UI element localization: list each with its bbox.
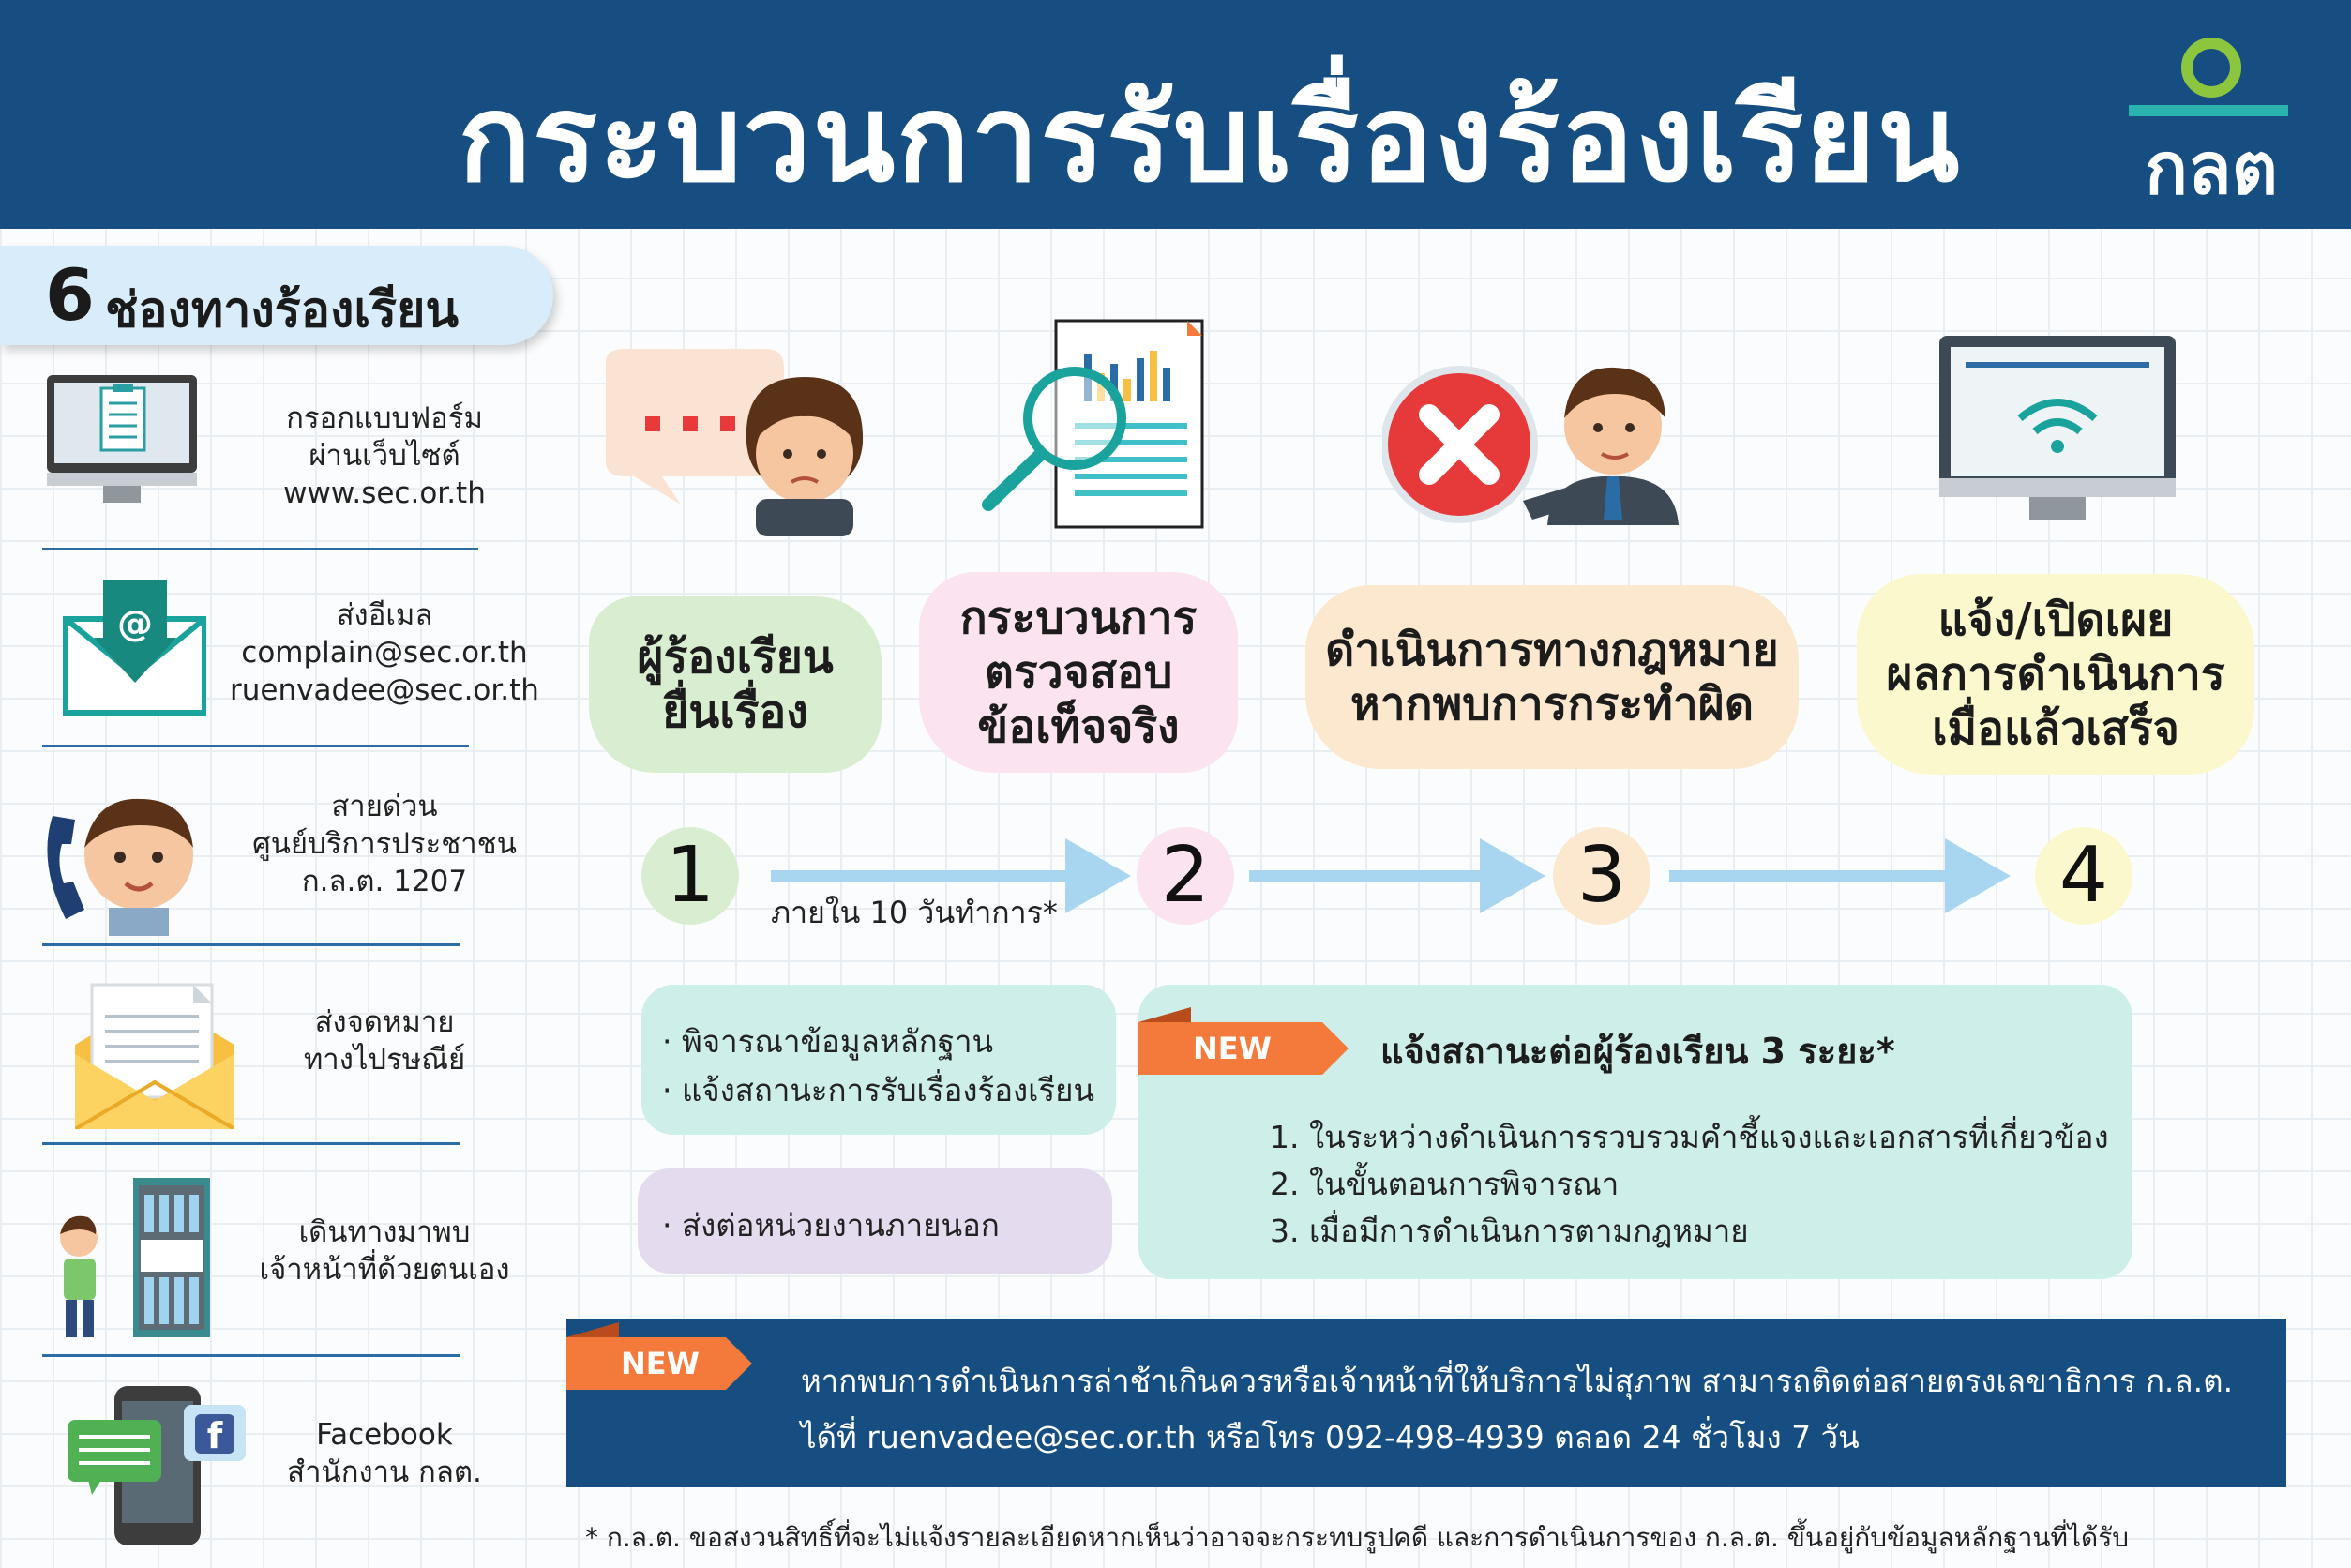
- step-4-line: แจ้ง/เปิดเผย: [1937, 594, 2174, 646]
- channel-email: [19, 563, 563, 731]
- step-2-line: ตรวจสอบ: [984, 646, 1173, 699]
- channel-line: ผ่านเว็บไซต์: [309, 439, 460, 473]
- complainant-illustration: [596, 349, 878, 536]
- forward-box: [638, 1168, 1112, 1274]
- step-2-line: ข้อเท็จจริง: [977, 701, 1180, 753]
- channel-divider: [42, 1142, 460, 1145]
- walk-in-building-icon: [43, 1168, 231, 1347]
- step-4-number: 4: [2035, 827, 2132, 925]
- escalation-banner: [566, 1319, 2286, 1487]
- step-4-line: เมื่อแล้วเสร็จ: [1932, 702, 2179, 755]
- investigation-illustration: [981, 317, 1206, 533]
- disclosure-monitor-illustration: [1937, 334, 2178, 521]
- legal-action-illustration: [1382, 360, 1682, 529]
- channels-count: 6: [45, 253, 95, 337]
- step-4-line: ผลการดำเนินการ: [1886, 648, 2225, 701]
- channel-mail-text: [206, 1003, 563, 1078]
- step-2-number: 2: [1137, 827, 1234, 925]
- header-bar: [0, 0, 2351, 229]
- channels-tab: [0, 246, 553, 345]
- channel-hotline: [19, 760, 563, 938]
- channel-divider: [42, 1354, 460, 1357]
- timeline-arrow-head: [1945, 838, 2011, 913]
- channel-divider: [42, 943, 460, 946]
- channel-divider: [42, 745, 469, 747]
- hotline-phone-icon: [28, 778, 216, 938]
- channel-email-text: [206, 596, 563, 709]
- channel-walk-in-text: [206, 1214, 563, 1289]
- channels-title: ช่องทางร้องเรียน: [105, 282, 460, 339]
- timeline-arrow: [1669, 870, 1951, 882]
- timeline-arrow: [1249, 870, 1485, 882]
- channel-line: กรอกแบบฟอร์ม: [286, 401, 483, 435]
- status-title: แจ้งสถานะต่อผู้ร้องเรียน 3 ระยะ*: [1380, 1031, 1895, 1072]
- logo-text: กลต: [2145, 127, 2278, 210]
- banner-line-1: หากพบการดำเนินการล่าช้าเกินควรหรือเจ้าหน้าที่ให้บริการไม่สุภาพ สามารถติดต่อสายตรงเลขาธิการ ก.ล.ต.: [801, 1363, 2234, 1399]
- channel-line: ศูนย์บริการประชาชน: [252, 827, 517, 861]
- channel-facebook-text: [206, 1416, 563, 1491]
- step-3-line: หากพบการกระทำผิด: [1349, 678, 1755, 731]
- consider-item: · แจ้งสถานะการรับเรื่องร้องเรียน: [662, 1072, 1095, 1108]
- new-tag: NEW: [1138, 1022, 1322, 1075]
- channel-website-text: [206, 400, 563, 512]
- channel-line[interactable]: www.sec.or.th: [283, 476, 486, 510]
- channel-line[interactable]: ก.ล.ต. 1207: [301, 865, 468, 898]
- computer-form-icon: [38, 371, 206, 512]
- step-3-line: ดำเนินการทางกฎหมาย: [1325, 624, 1779, 676]
- channel-divider: [42, 548, 478, 550]
- channel-website: [19, 366, 563, 525]
- channel-line[interactable]: Facebook: [316, 1418, 453, 1452]
- step-1-number: 1: [641, 827, 739, 925]
- step-1-line: ยื่นเรื่อง: [662, 686, 808, 738]
- channel-line: สายด่วน: [331, 790, 438, 823]
- step-2-bubble: [919, 572, 1238, 773]
- channel-line[interactable]: ruenvadee@sec.or.th: [230, 673, 539, 707]
- timeline-arrow: [771, 870, 1071, 882]
- status-item: 1. ในระหว่างดำเนินการรวบรวมคำชี้แจงและเอกสารที่เกี่ยวข้อง: [1270, 1119, 2109, 1155]
- email-envelope-icon: [38, 572, 206, 722]
- step-1-line: ผู้ร้องเรียน: [637, 631, 834, 684]
- channel-line: ส่งอีเมล: [336, 598, 433, 632]
- banner-line-2: ได้ที่ ruenvadee@sec.or.th หรือโทร 092-498-4939 ตลอด 24 ชั่วโมง 7 วัน: [801, 1419, 1860, 1455]
- channel-hotline-text: [206, 788, 563, 900]
- step-4-bubble: [1857, 574, 2254, 775]
- new-tag: NEW: [566, 1337, 726, 1390]
- svg-text:@: @: [117, 603, 153, 644]
- timeline-arrow-head: [1480, 838, 1545, 913]
- svg-text:f: f: [206, 1415, 223, 1456]
- channel-line: เดินทางมาพบ: [298, 1215, 471, 1249]
- step-3-bubble: [1305, 585, 1799, 769]
- consider-box: [641, 985, 1116, 1135]
- step-2-line: กระบวนการ: [959, 592, 1198, 644]
- status-item: 2. ในขั้นตอนการพิจารณา: [1270, 1166, 1620, 1202]
- footnote: * ก.ล.ต. ขอสงวนสิทธิ์ที่จะไม่แจ้งรายละเอียดหากเห็นว่าอาจจะกระทบรูปคดี และการดำเนินการของ ก.ล.ต. ขึ้นอยู่กับข้อมูลหลักฐานที่ได้รับ: [585, 1522, 2130, 1553]
- channel-facebook: [19, 1369, 563, 1557]
- page-title: กระบวนการรับเรื่องร้องเรียน: [458, 69, 1962, 209]
- channel-line: เจ้าหน้าที่ด้วยตนเอง: [259, 1253, 510, 1287]
- status-item: 3. เมื่อมีการดำเนินการตามกฎหมาย: [1270, 1213, 1749, 1249]
- channel-line: ส่งจดหมาย: [314, 1005, 455, 1039]
- forward-item: · ส่งต่อหน่วยงานภายนอก: [662, 1207, 1000, 1244]
- step-3-number: 3: [1553, 827, 1650, 925]
- channel-line: สำนักงาน กลต.: [287, 1455, 482, 1489]
- channel-walk-in: [19, 1159, 563, 1347]
- timeline-caption: ภายใน 10 วันทำการ*: [771, 895, 1058, 930]
- consider-item: · พิจารณาข้อมูลหลักฐาน: [662, 1023, 994, 1060]
- status-box: [1138, 985, 2132, 1279]
- channel-line: ทางไปรษณีย์: [303, 1043, 466, 1077]
- timeline-arrow-head: [1065, 838, 1131, 913]
- channel-line[interactable]: complain@sec.or.th: [241, 636, 528, 670]
- channel-mail: [19, 957, 563, 1135]
- step-1-bubble: [589, 596, 882, 773]
